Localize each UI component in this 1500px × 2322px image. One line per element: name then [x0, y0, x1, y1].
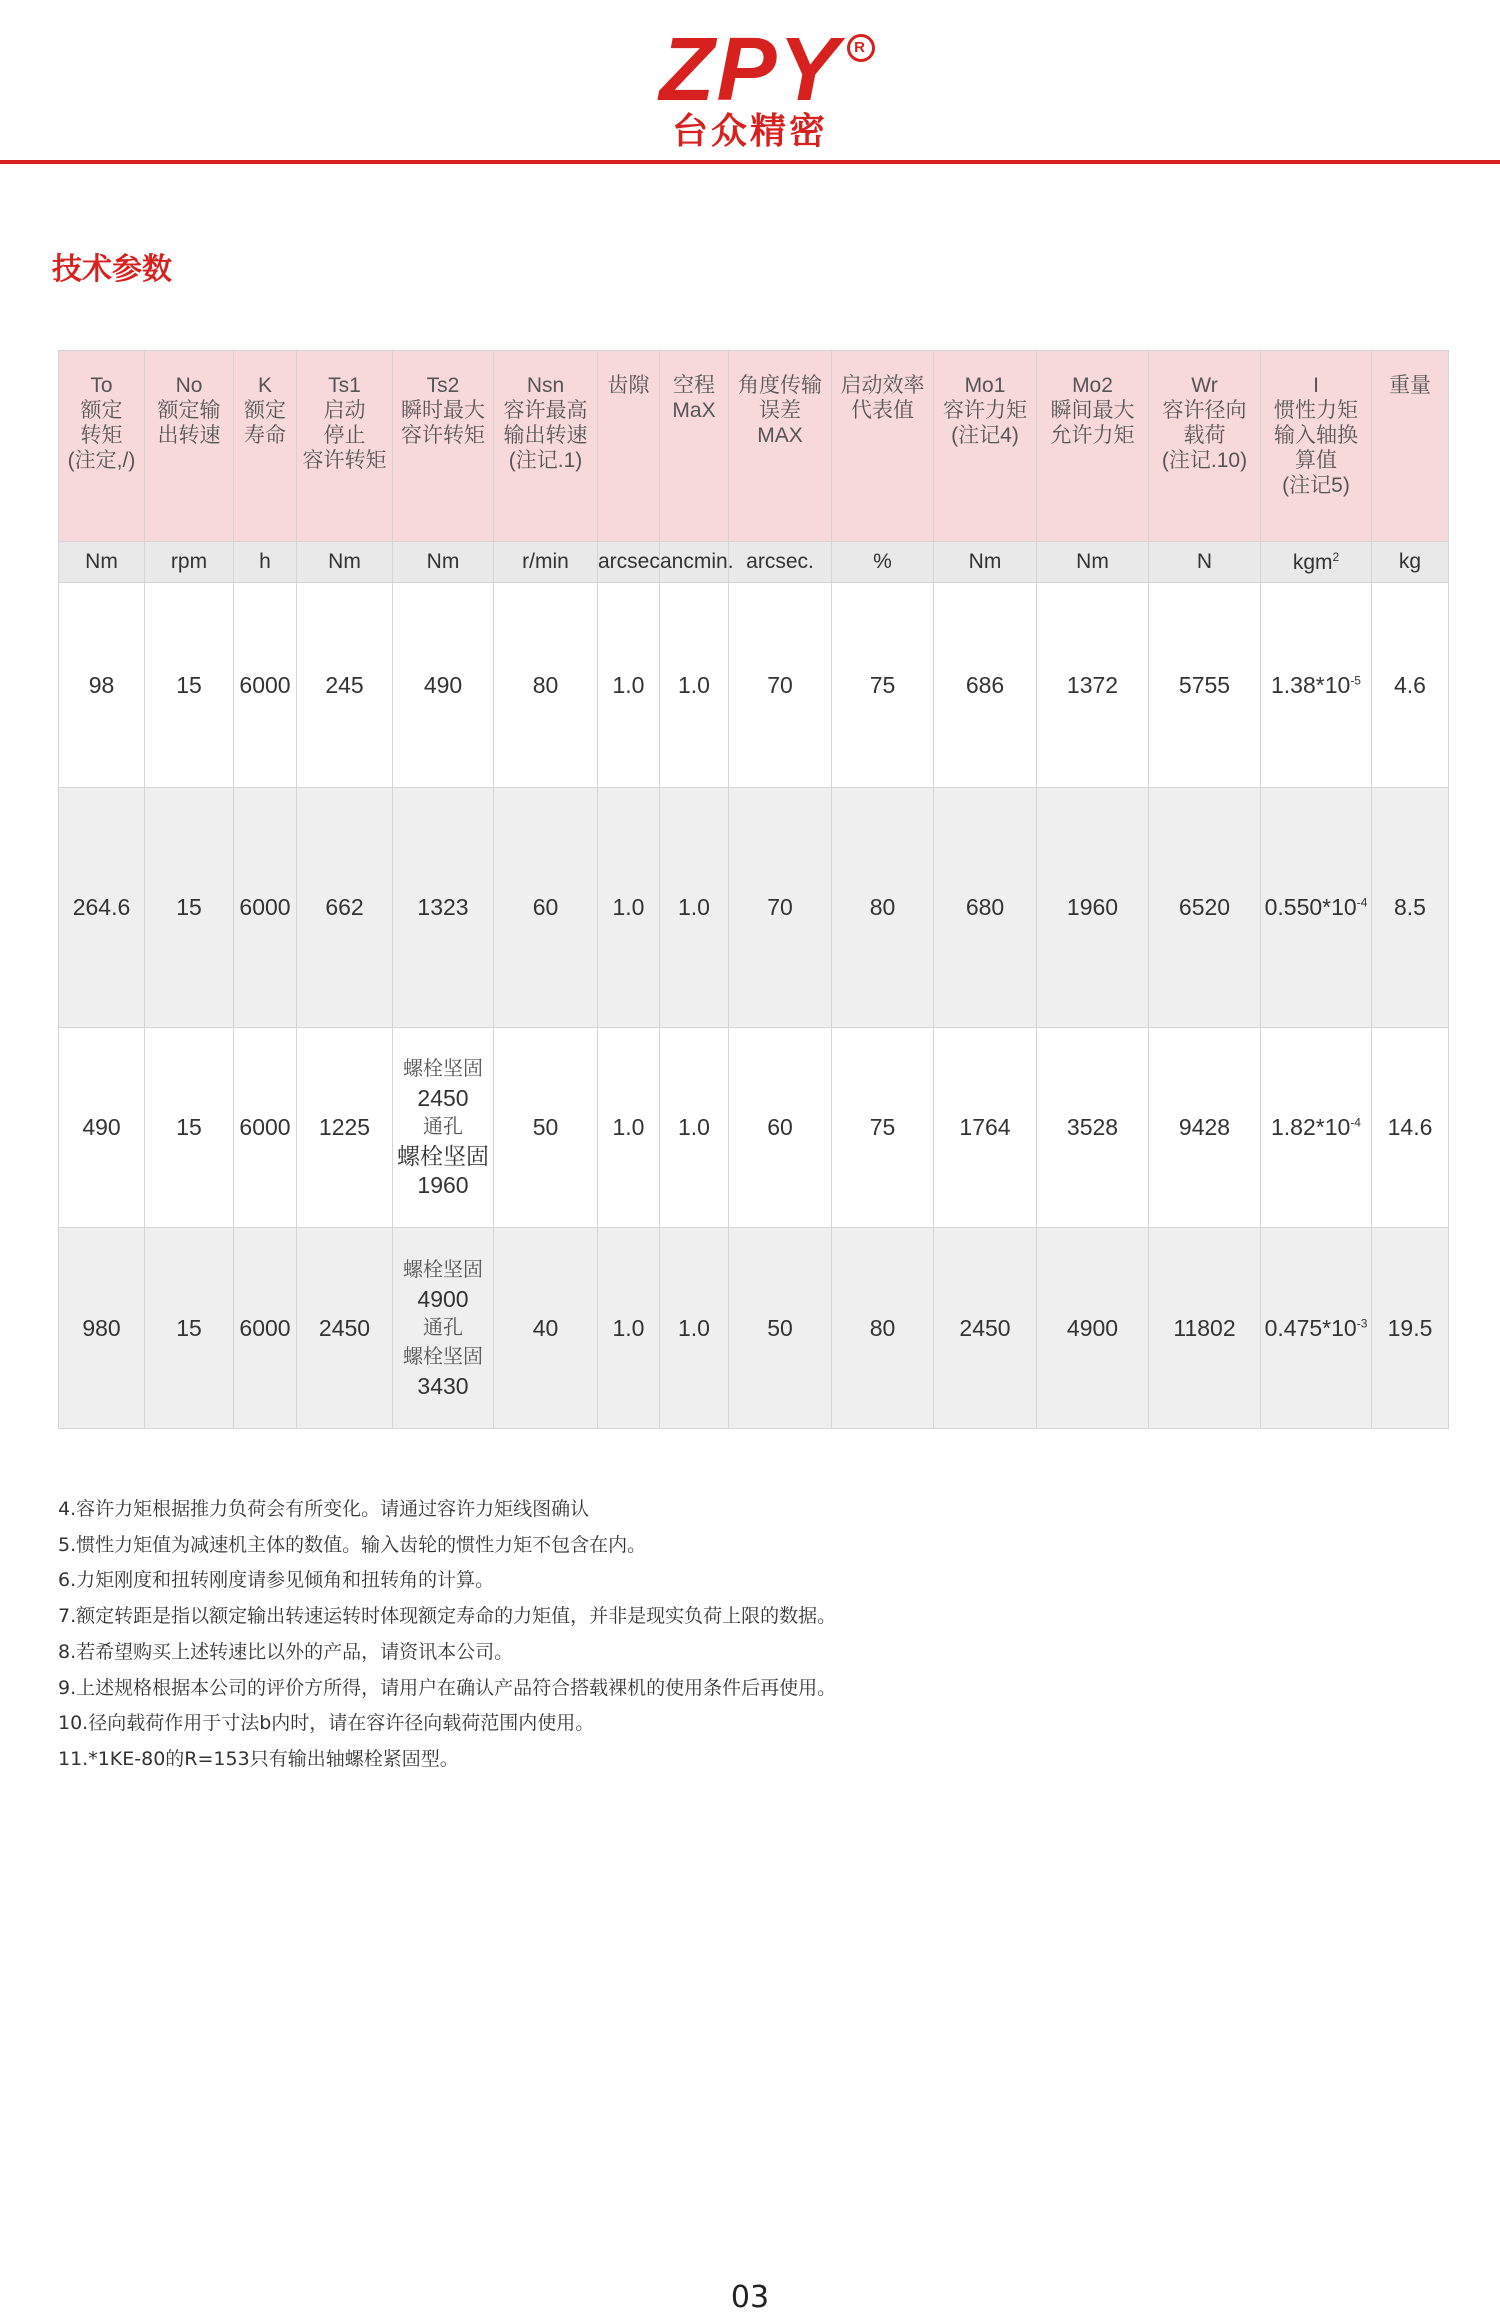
- cell-ts2: [393, 788, 494, 1028]
- column-header-line: 容许径向: [1162, 399, 1247, 422]
- cell-nsn: 80: [494, 583, 598, 788]
- unit-label: ancmin.: [660, 550, 734, 573]
- note-item: 8.若希望购买上述转速比以外的产品，请资讯本公司。: [58, 1640, 514, 1663]
- note-item: 9.上述规格根据本公司的评价方所得，请用户在确认产品符合搭载裸机的使用条件后再使用。: [58, 1676, 837, 1699]
- column-header-line: 启动效率: [840, 374, 925, 397]
- column-header-line: Nsn: [526, 374, 565, 397]
- cell-mo2: 3528: [1037, 1028, 1149, 1228]
- unit-label: Nm: [968, 550, 1002, 573]
- column-header-line: 空程: [673, 374, 715, 397]
- unit-label: Nm: [328, 550, 361, 573]
- unit-cell: [393, 542, 494, 583]
- cell-k: 6000: [234, 1028, 297, 1228]
- unit-cell: [145, 542, 234, 583]
- cell-lost-motion: 1.0: [660, 1228, 729, 1429]
- column-header-line: 算值: [1295, 449, 1337, 472]
- ts2-mount-note: 螺栓坚固: [403, 1258, 483, 1281]
- column-header-line: 输出转速: [503, 424, 588, 447]
- cell-ts2: [393, 1028, 494, 1228]
- cell-no: 15: [145, 1228, 234, 1429]
- note-item: 5.惯性力矩值为减速机主体的数值。输入齿轮的惯性力矩不包含在内。: [58, 1533, 647, 1556]
- inertia-exponent: -4: [1356, 895, 1368, 910]
- column-header-line: 容许力矩: [943, 399, 1027, 422]
- column-header-line: 误差: [759, 399, 801, 422]
- cell-mo1: 686: [934, 583, 1037, 788]
- column-header-line: 额定: [80, 399, 123, 422]
- unit-cell: [234, 542, 297, 583]
- column-header: [1261, 351, 1372, 542]
- unit-cell: [1037, 542, 1149, 583]
- column-header-line: Ts1: [328, 374, 361, 397]
- section-title: 技术参数: [52, 252, 172, 287]
- cell-k: 6000: [234, 583, 297, 788]
- logo-wordmark: [659, 20, 867, 120]
- column-header-line: MAX: [757, 424, 803, 447]
- cell-ts1: 245: [297, 583, 393, 788]
- inertia-base: 0.550*10: [1264, 894, 1357, 920]
- column-header-line: 代表值: [851, 399, 914, 422]
- note-item: 6.力矩刚度和扭转刚度请参见倾角和扭转角的计算。: [58, 1569, 495, 1592]
- table-row: [59, 1228, 1449, 1429]
- note-item: 10.径向载荷作用于寸法b内时，请在容许径向载荷范围内使用。: [58, 1712, 595, 1735]
- column-header: [1149, 351, 1261, 542]
- cell-no: 15: [145, 788, 234, 1028]
- column-header-line: (注记5): [1282, 474, 1350, 497]
- notes-list: [58, 1492, 1358, 1778]
- cell-angular-error: 60: [729, 1028, 832, 1228]
- cell-efficiency: 75: [832, 1028, 934, 1228]
- ts2-value: 1960: [417, 1172, 469, 1198]
- ts2-mount-note: 螺栓坚固: [403, 1345, 483, 1368]
- ts2-value: 4900: [417, 1285, 469, 1312]
- cell-mo1: 2450: [934, 1228, 1037, 1429]
- column-header: [1372, 351, 1449, 542]
- cell-efficiency: 80: [832, 1228, 934, 1429]
- cell-weight: 14.6: [1372, 1028, 1449, 1228]
- column-header-line: (注记4): [951, 424, 1019, 447]
- table-row: [59, 788, 1449, 1028]
- cell-weight: 4.6: [1372, 583, 1449, 788]
- column-header-line: 寿命: [244, 424, 286, 447]
- unit-cell: [1261, 542, 1372, 583]
- table-body: [59, 583, 1449, 1429]
- cell-to: 490: [59, 1028, 145, 1228]
- page-number: 03: [730, 2280, 770, 2315]
- note-item: 11.*1KE-80的R=153只有输出轴螺栓紧固型。: [58, 1747, 459, 1770]
- cell-ts1: 1225: [297, 1028, 393, 1228]
- column-header-line: Ts2: [426, 374, 460, 397]
- cell-inertia: [1261, 788, 1372, 1028]
- table-units-row: [59, 542, 1449, 583]
- ts2-value: 490: [423, 671, 463, 698]
- cell-backlash: 1.0: [598, 1228, 660, 1429]
- column-header: [729, 351, 832, 542]
- column-header-line: 出转速: [157, 424, 221, 447]
- cell-no: 15: [145, 583, 234, 788]
- column-header: [598, 351, 660, 542]
- unit-label: r/min: [522, 550, 569, 573]
- cell-wr: 6520: [1149, 788, 1261, 1028]
- unit-label: N: [1196, 550, 1213, 573]
- table-row: [59, 583, 1449, 788]
- cell-no: 15: [145, 1028, 234, 1228]
- cell-ts1: 662: [297, 788, 393, 1028]
- cell-inertia: [1261, 1228, 1372, 1429]
- brand-name: 台众精密: [671, 111, 828, 152]
- unit-cell: [660, 542, 734, 583]
- column-header-line: Mo2: [1072, 374, 1113, 397]
- cell-weight: 8.5: [1372, 788, 1449, 1028]
- column-header-line: 载荷: [1183, 424, 1226, 447]
- column-header-line: 齿隙: [607, 374, 650, 397]
- column-header-line: To: [90, 374, 113, 397]
- unit-cell: [934, 542, 1037, 583]
- inertia-exponent: -4: [1350, 1115, 1361, 1130]
- logo-text: ZPY: [659, 20, 841, 120]
- note-item: 7.额定转距是指以额定输出转速运转时体现额定寿命的力矩值，并非是现实负荷上限的数据。: [58, 1605, 837, 1628]
- cell-ts1: 2450: [297, 1228, 393, 1429]
- cell-backlash: 1.0: [598, 1028, 660, 1228]
- cell-lost-motion: 1.0: [660, 788, 729, 1028]
- cell-ts2: [393, 583, 494, 788]
- column-header: [393, 351, 494, 542]
- inertia-exponent: -3: [1356, 1315, 1368, 1330]
- ts2-value: 1323: [417, 894, 469, 920]
- unit-label: Nm: [426, 550, 460, 573]
- header-divider: [0, 160, 1500, 164]
- unit-cell: [832, 542, 934, 583]
- cell-angular-error: 70: [729, 788, 832, 1028]
- column-header: [297, 351, 393, 542]
- ts2-value: 螺栓坚固: [397, 1143, 489, 1169]
- unit-cell: [1372, 542, 1449, 583]
- column-header-line: I: [1313, 374, 1319, 397]
- cell-backlash: 1.0: [598, 788, 660, 1028]
- column-header: [660, 351, 729, 542]
- cell-ts2: [393, 1228, 494, 1429]
- cell-lost-motion: 1.0: [660, 583, 729, 788]
- cell-angular-error: 70: [729, 583, 832, 788]
- unit-label: rpm: [170, 550, 208, 573]
- cell-to: 98: [59, 583, 145, 788]
- cell-efficiency: 75: [832, 583, 934, 788]
- column-header-line: 容许转矩: [302, 449, 387, 472]
- column-header-line: 额定: [244, 399, 286, 422]
- note-item: 4.容许力矩根据推力负荷会有所变化。请通过容许力矩线图确认: [58, 1498, 590, 1520]
- column-header-line: No: [175, 374, 203, 397]
- unit-cell: [59, 542, 145, 583]
- inertia-exponent: -5: [1350, 672, 1361, 687]
- unit-cell: [729, 542, 832, 583]
- unit-cell: [297, 542, 393, 583]
- column-header-line: 允许力矩: [1050, 424, 1135, 447]
- column-header-line: 瞬间最大: [1050, 399, 1135, 422]
- column-header-line: 瞬时最大: [401, 399, 485, 422]
- cell-angular-error: 50: [729, 1228, 832, 1429]
- page-header: [0, 0, 1500, 165]
- column-header-line: Wr: [1191, 374, 1218, 397]
- column-header: [934, 351, 1037, 542]
- column-header-line: 惯性力矩: [1274, 399, 1358, 422]
- cell-mo2: 1960: [1037, 788, 1149, 1028]
- unit-superscript: 2: [1332, 549, 1340, 564]
- column-header-line: (注记.10): [1161, 449, 1248, 472]
- ts2-mount-note: 通孔: [423, 1116, 463, 1138]
- cell-wr: 11802: [1149, 1228, 1261, 1429]
- unit-label: kgm: [1292, 550, 1333, 574]
- unit-label: %: [873, 550, 892, 573]
- column-header: [145, 351, 234, 542]
- column-header-line: 重量: [1389, 374, 1431, 397]
- ts2-value: 3430: [417, 1372, 469, 1399]
- cell-lost-motion: 1.0: [660, 1028, 729, 1228]
- cell-wr: 9428: [1149, 1028, 1261, 1228]
- column-header-line: 停止: [323, 424, 366, 447]
- brand-logo: [0, 20, 1500, 152]
- column-header-line: 输入轴换: [1274, 424, 1358, 447]
- cell-to: 264.6: [59, 788, 145, 1028]
- cell-to: 980: [59, 1228, 145, 1429]
- unit-label: arcsec.: [746, 550, 814, 573]
- cell-wr: 5755: [1149, 583, 1261, 788]
- column-header-line: Mo1: [964, 374, 1006, 397]
- column-header: [832, 351, 934, 542]
- column-header: [1037, 351, 1149, 542]
- unit-label: arcsec: [598, 550, 660, 573]
- table-header-row: [59, 351, 1449, 542]
- cell-mo2: 1372: [1037, 583, 1149, 788]
- inertia-base: 0.475*10: [1264, 1314, 1357, 1341]
- column-header: [234, 351, 297, 542]
- inertia-base: 1.82*10: [1271, 1114, 1351, 1140]
- table-row: [59, 1028, 1449, 1228]
- cell-weight: 19.5: [1372, 1228, 1449, 1429]
- ts2-value: 2450: [417, 1085, 469, 1111]
- column-header-line: (注记.1): [508, 449, 583, 472]
- column-header-line: 额定输: [157, 399, 221, 422]
- column-header-line: MaX: [672, 399, 716, 422]
- cell-mo1: 680: [934, 788, 1037, 1028]
- unit-label: h: [259, 550, 271, 573]
- cell-mo2: 4900: [1037, 1228, 1149, 1429]
- cell-efficiency: 80: [832, 788, 934, 1028]
- unit-cell: [598, 542, 660, 583]
- unit-label: Nm: [1076, 550, 1109, 573]
- registered-mark-icon: R: [847, 34, 875, 62]
- column-header-line: 角度传输: [738, 374, 822, 397]
- column-header: [494, 351, 598, 542]
- cell-inertia: [1261, 1028, 1372, 1228]
- cell-backlash: 1.0: [598, 583, 660, 788]
- cell-k: 6000: [234, 788, 297, 1028]
- column-header-line: K: [257, 374, 272, 397]
- ts2-mount-note: 通孔: [423, 1316, 463, 1339]
- inertia-base: 1.38*10: [1271, 671, 1351, 698]
- column-header: [59, 351, 145, 542]
- cell-nsn: 60: [494, 788, 598, 1028]
- column-header-line: 转矩: [80, 424, 123, 447]
- cell-k: 6000: [234, 1228, 297, 1429]
- unit-label: kg: [1398, 550, 1422, 573]
- unit-cell: [494, 542, 598, 583]
- unit-cell: [1149, 542, 1261, 583]
- cell-nsn: 50: [494, 1028, 598, 1228]
- cell-inertia: [1261, 583, 1372, 788]
- column-header-line: (注定,/): [67, 449, 136, 472]
- column-header-line: 启动: [323, 399, 366, 422]
- cell-nsn: 40: [494, 1228, 598, 1429]
- ts2-mount-note: 螺栓坚固: [403, 1058, 483, 1080]
- cell-mo1: 1764: [934, 1028, 1037, 1228]
- column-header-line: 容许转矩: [401, 424, 485, 447]
- unit-label: Nm: [85, 550, 118, 573]
- spec-table: [58, 350, 1449, 1429]
- column-header-line: 容许最高: [503, 399, 588, 422]
